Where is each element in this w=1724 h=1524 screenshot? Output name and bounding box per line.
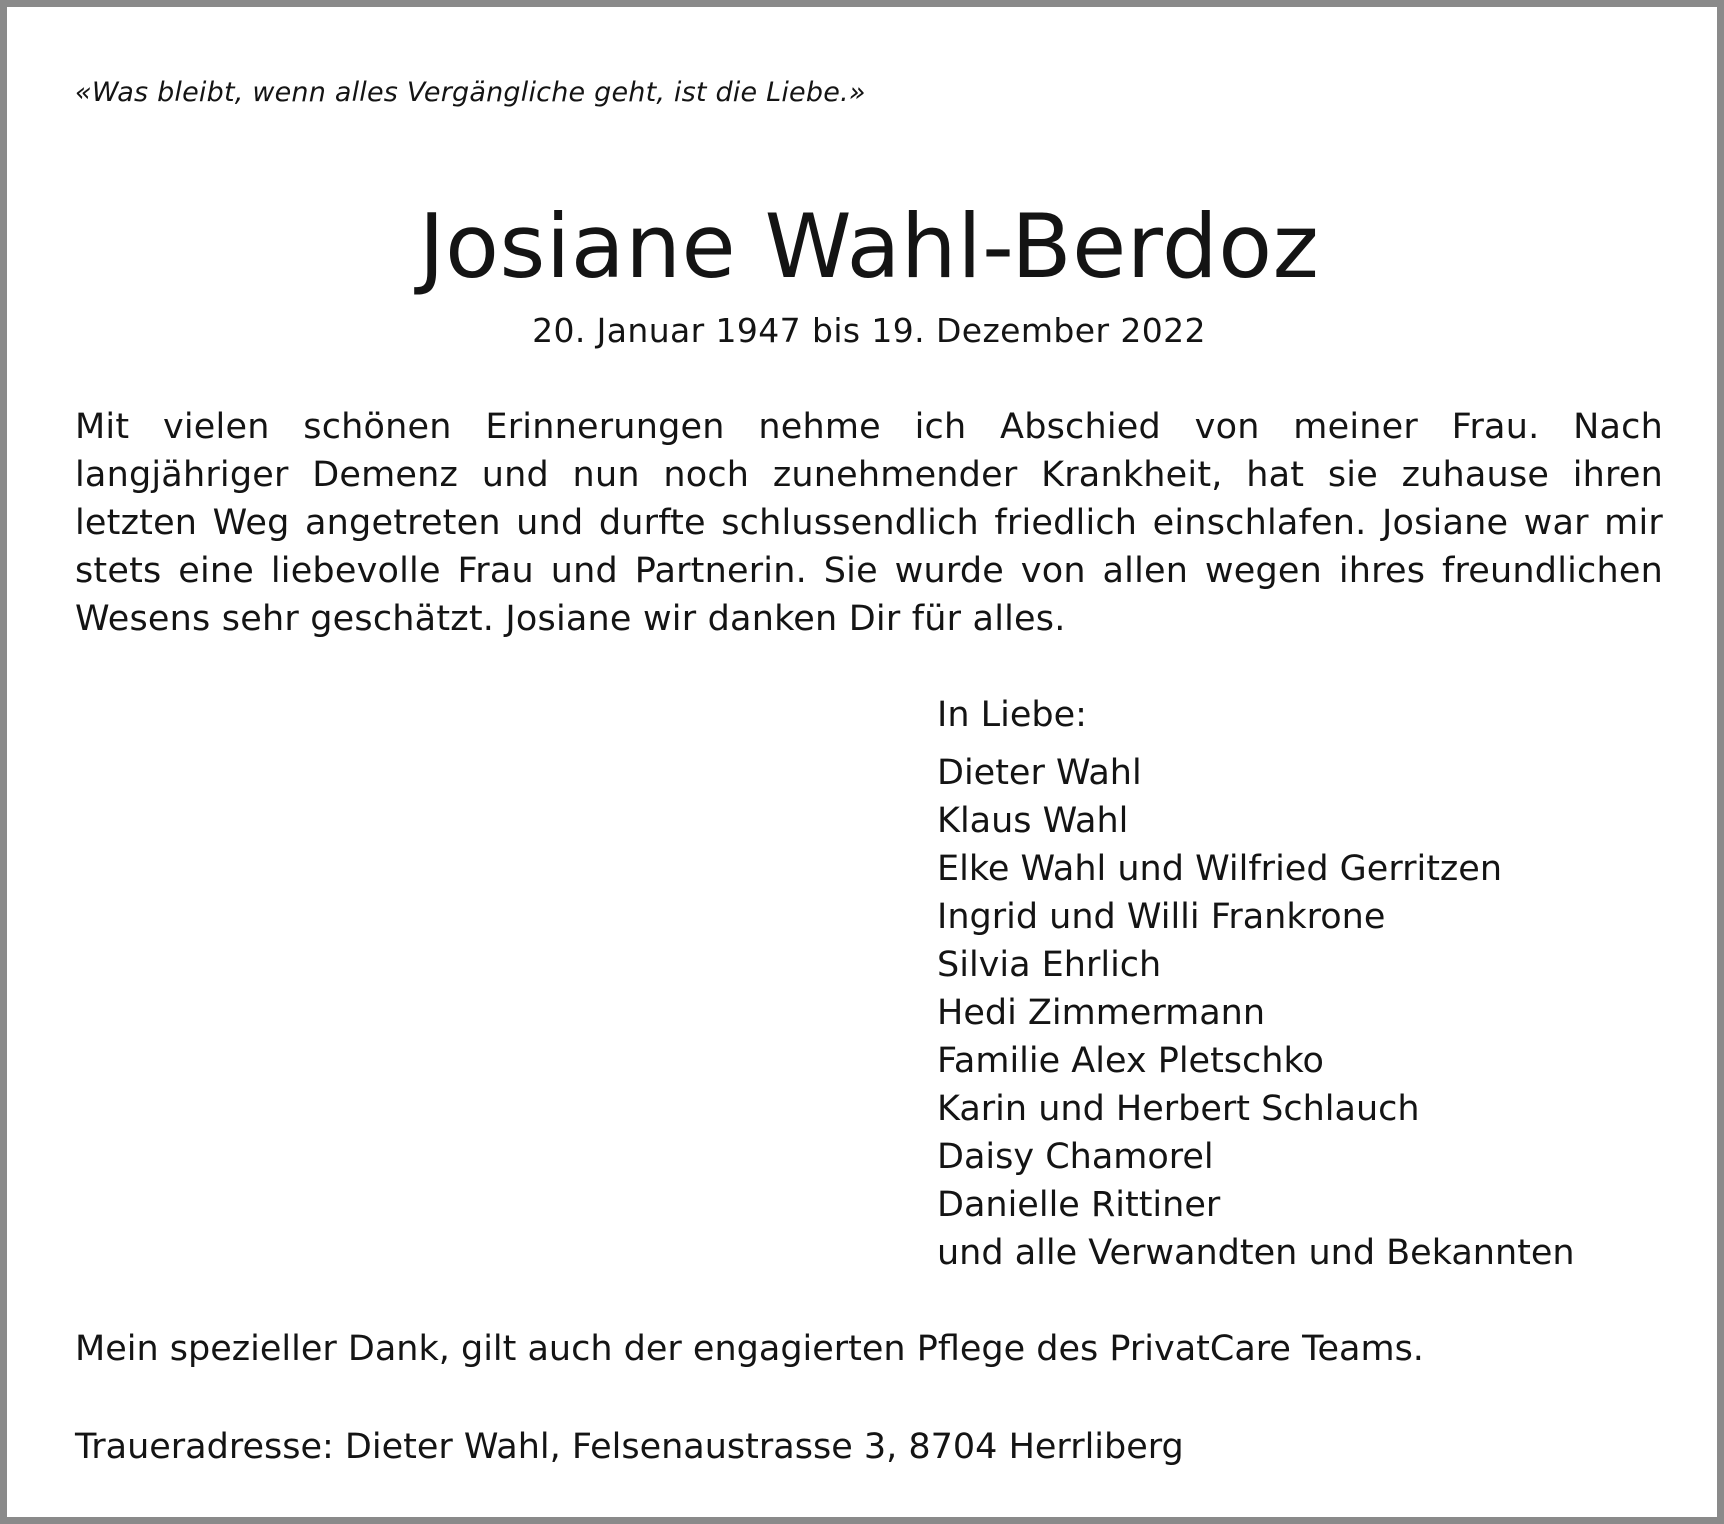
mourner-name: Danielle Rittiner	[937, 1185, 1221, 1225]
mourner-name: Elke Wahl und Wilfried Gerritzen	[937, 849, 1503, 889]
mourner-name: und alle Verwandten und Bekannten	[937, 1233, 1575, 1273]
special-thanks: Mein spezieller Dank, gilt auch der engagierten Pflege des PrivatCare Teams.	[75, 1329, 1424, 1369]
deceased-name: Josiane Wahl-Berdoz	[418, 195, 1320, 298]
mourner-name: Klaus Wahl	[937, 801, 1129, 841]
mourning-address: Traueradresse: Dieter Wahl, Felsenaustrasse 3, 8704 Herrliberg	[75, 1427, 1184, 1467]
life-dates: 20. Januar 1947 bis 19. Dezember 2022	[532, 311, 1206, 350]
mourner-name: Silvia Ehrlich	[937, 945, 1162, 985]
mourner-name: Daisy Chamorel	[937, 1137, 1214, 1177]
mourners-list	[937, 749, 1575, 1277]
mourner-name: Ingrid und Willi Frankrone	[937, 897, 1386, 937]
motto-quote: «Was bleibt, wenn alles Vergängliche geht, ist die Liebe.»	[75, 77, 866, 108]
mourner-name: Karin und Herbert Schlauch	[937, 1089, 1420, 1129]
mourner-name: Familie Alex Pletschko	[937, 1041, 1324, 1081]
mourner-name: Dieter Wahl	[937, 753, 1142, 793]
signoff-label: In Liebe:	[937, 695, 1087, 735]
mourner-name: Hedi Zimmermann	[937, 993, 1266, 1033]
farewell-message: Mit vielen schönen Erinnerungen nehme ich Abschied von meiner Frau. Nach langjähriger Demenz und nun noch zunehmender Krankheit, hat sie zuhause ihren letzten Weg angetreten und durfte schlussendlich friedlich einschlafen. Josiane war mir stets eine liebevolle Frau und Partnerin. Sie wurde von allen wegen ihres freundlichen Wesens sehr geschätzt. Josiane wir danken Dir für alles.	[75, 407, 1663, 639]
